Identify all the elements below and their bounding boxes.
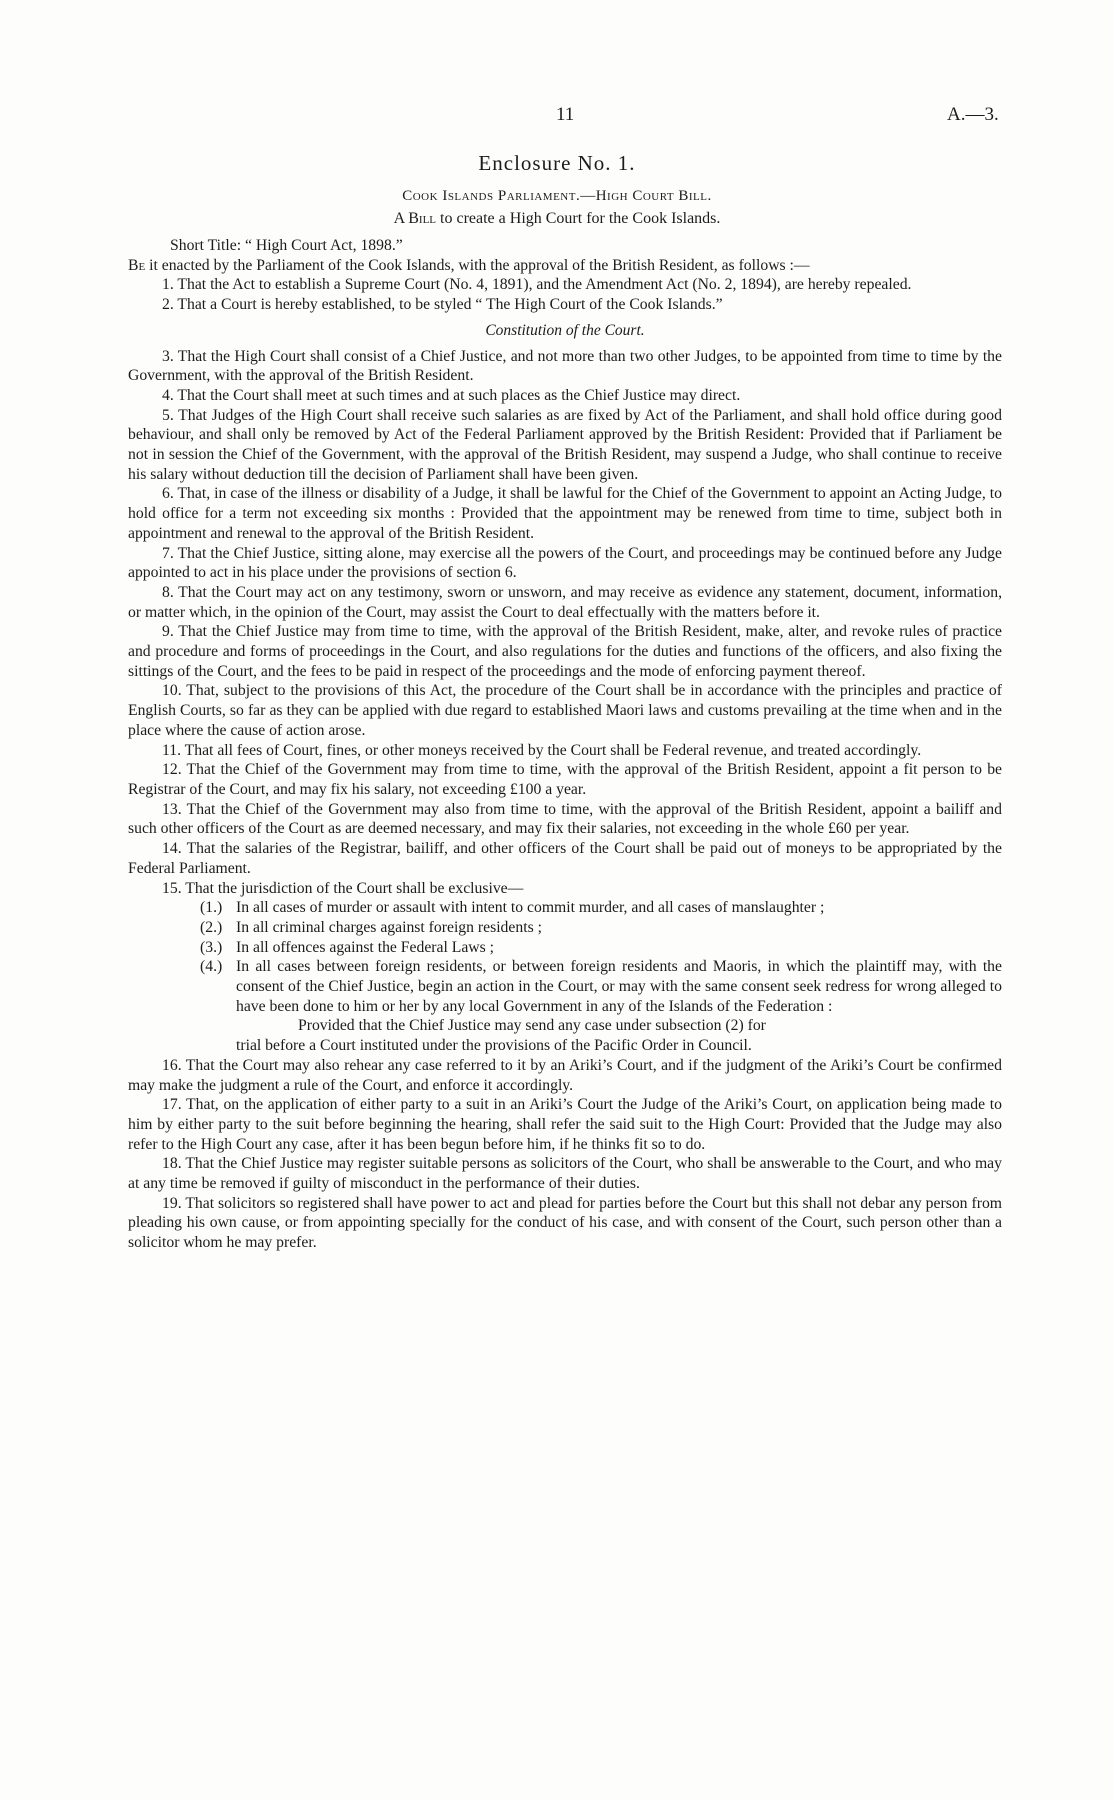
section-19: 19. That solicitors so registered shall have power to act and plead for parties before the Court but this shall not debar any person from pleading his own cause, or from appointing specially for the conduct of his case, and with consent of the Court, such person other than a solicitor whom he may prefer.	[128, 1194, 1002, 1252]
section-13: 13. That the Chief of the Government may also from time to time, with the approval of the British Resident, appoint a bailiff and such other officers of the Court as are deemed necessary, and may fix their salaries, not exceeding in the whole £60 per year.	[128, 800, 1002, 838]
section-8: 8. That the Court may act on any testimony, sworn or unsworn, and may receive as evidence any statement, document, information, or matter which, in the opinion of the Court, may assist the Court to deal effectually with the matters before it.	[128, 583, 1002, 621]
section-2: 2. That a Court is hereby established, to be styled “ The High Court of the Cook Islands.”	[162, 296, 723, 314]
enacting-text: it enacted by the Parliament of the Cook Islands, with the approval of the British Resident, as follows :—	[149, 256, 810, 274]
section-16: 16. That the Court may also rehear any case referred to it by an Ariki’s Court, and if the judgment of the Ariki’s Court be confirmed may make the judgment a rule of the Court, and enforce it accordingly.	[128, 1056, 1002, 1094]
section-9: 9. That the Chief Justice may from time to time, with the approval of the British Resident, make, alter, and revoke rules of practice and procedure and forms of proceedings in the Court, and also regulations for the duties and functions of the officers, and also fixing the sittings of the Court, and the fees to be paid in respect of the proceedings and the mode of enforcing payment thereof.	[128, 623, 1002, 680]
bill-subtitle	[0, 210, 1114, 228]
subsection-number: (1.)	[200, 899, 223, 917]
subsection-text: In all cases of murder or assault with intent to commit murder, and all cases of manslaughter ;	[236, 899, 825, 917]
section-1: 1. That the Act to establish a Supreme Court (No. 4, 1891), and the Amendment Act (No. 2, 1894), are hereby repealed.	[162, 276, 912, 294]
proviso-line-2: trial before a Court instituted under the provisions of the Pacific Order in Council.	[236, 1037, 752, 1055]
section-6: 6. That, in case of the illness or disability of a Judge, it shall be lawful for the Chief of the Government to appoint an Acting Judge, to hold office for a term not exceeding six months : Provided that the appointment may be renewed from time to time, subject both in appointment and renewal to the approval of the British Resident.	[128, 485, 1002, 542]
section-14: 14. That the salaries of the Registrar, bailiff, and other officers of the Court shall be paid out of moneys to be appropriated by the Federal Parliament.	[128, 840, 1002, 877]
subsection-number: (3.)	[200, 938, 223, 956]
section-11: 11. That all fees of Court, fines, or other moneys received by the Court shall be Federal revenue, and treated accordingly.	[162, 741, 922, 759]
subsection-number: (4.)	[200, 958, 223, 976]
bill-subtitle-bill: Bill	[408, 210, 437, 227]
enclosure-title: Enclosure No. 1.	[478, 151, 636, 175]
proviso-line-1: Provided that the Chief Justice may send any case under subsection (2) for	[298, 1017, 766, 1035]
section-3: 3. That the High Court shall consist of a Chief Justice, and not more than two other Judges, to be appointed from time to time by the Government, with the approval of the British Resident.	[128, 347, 1002, 385]
subsection-text: In all offences against the Federal Laws ;	[236, 938, 495, 956]
subsection-4	[200, 957, 1002, 1016]
section-10: 10. That, subject to the provisions of this Act, the procedure of the Court shall be in accordance with the principles and practice of English Courts, so far as they can be applied with due regard to established Maori laws and customs prevailing at the time when and in the place where the cause of action arose.	[128, 682, 1002, 739]
section-17: 17. That, on the application of either party to a suit in an Ariki’s Court the Judge of the Ariki’s Court, on application being made to him by either party to the suit before beginning the hearing, shall refer the said suit to the High Court: Provided that the Judge may also refer to the High Court any case, after it has been begun before him, if he thinks fit so to do.	[128, 1096, 1002, 1153]
short-title: Short Title: “ High Court Act, 1898.”	[170, 237, 403, 254]
page-number: 11	[556, 104, 575, 125]
subsection-number: (2.)	[200, 918, 223, 936]
subsection-text: In all criminal charges against foreign residents ;	[236, 918, 542, 936]
bill-heading: Cook Islands Parliament.—High Court Bill.	[402, 188, 712, 204]
subsection-2	[200, 918, 1002, 938]
section-12: 12. That the Chief of the Government may from time to time, with the approval of the British Resident, appoint a fit person to be Registrar of the Court, and may fix his salary, not exceeding £100 a year.	[128, 761, 1002, 798]
enacting-first-word: Be	[128, 256, 146, 274]
section-18: 18. That the Chief Justice may register suitable persons as solicitors of the Court, who shall be answerable to the Court, and who may at any time be removed if guilty of misconduct in the performance of their duties.	[128, 1155, 1002, 1193]
section-7: 7. That the Chief Justice, sitting alone, may exercise all the powers of the Court, and proceedings may be continued before any Judge appointed to act in his place under the provisions of section 6.	[128, 544, 1002, 582]
bill-subtitle-prefix: A	[393, 210, 405, 227]
constitution-heading: Constitution of the Court.	[485, 321, 645, 339]
enacting-clause	[128, 256, 1002, 276]
section-4: 4. That the Court shall meet at such times and at such places as the Chief Justice may direct.	[162, 386, 741, 404]
section-15: 15. That the jurisdiction of the Court shall be exclusive—	[162, 879, 524, 897]
bill-body	[128, 236, 1002, 1253]
bill-subtitle-rest: to create a High Court for the Cook Islands.	[440, 210, 721, 227]
section-5: 5. That Judges of the High Court shall receive such salaries as are fixed by Act of the Parliament, and shall hold office during good behaviour, and shall only be removed by Act of the Federal Parliament approved by the British Resident: Provided that if Parliament be not in session the Chief of the Government, with the approval of the British Resident, may suspend a Judge, who shall continue to receive his salary without deduction till the decision of Parliament shall have been given.	[128, 406, 1002, 483]
subsection-1	[200, 898, 1002, 918]
document-reference: A.—3.	[947, 104, 999, 125]
subsection-text: In all cases between foreign residents, or between foreign residents and Maoris, in which the plaintiff may, with the consent of the Chief Justice, begin an action in the Court, or may with the same consent seek redress for wrong alleged to have been done to him or her by any local Government in any of the Islands of the Federation :	[236, 958, 1002, 1015]
subsection-3	[200, 938, 1002, 958]
